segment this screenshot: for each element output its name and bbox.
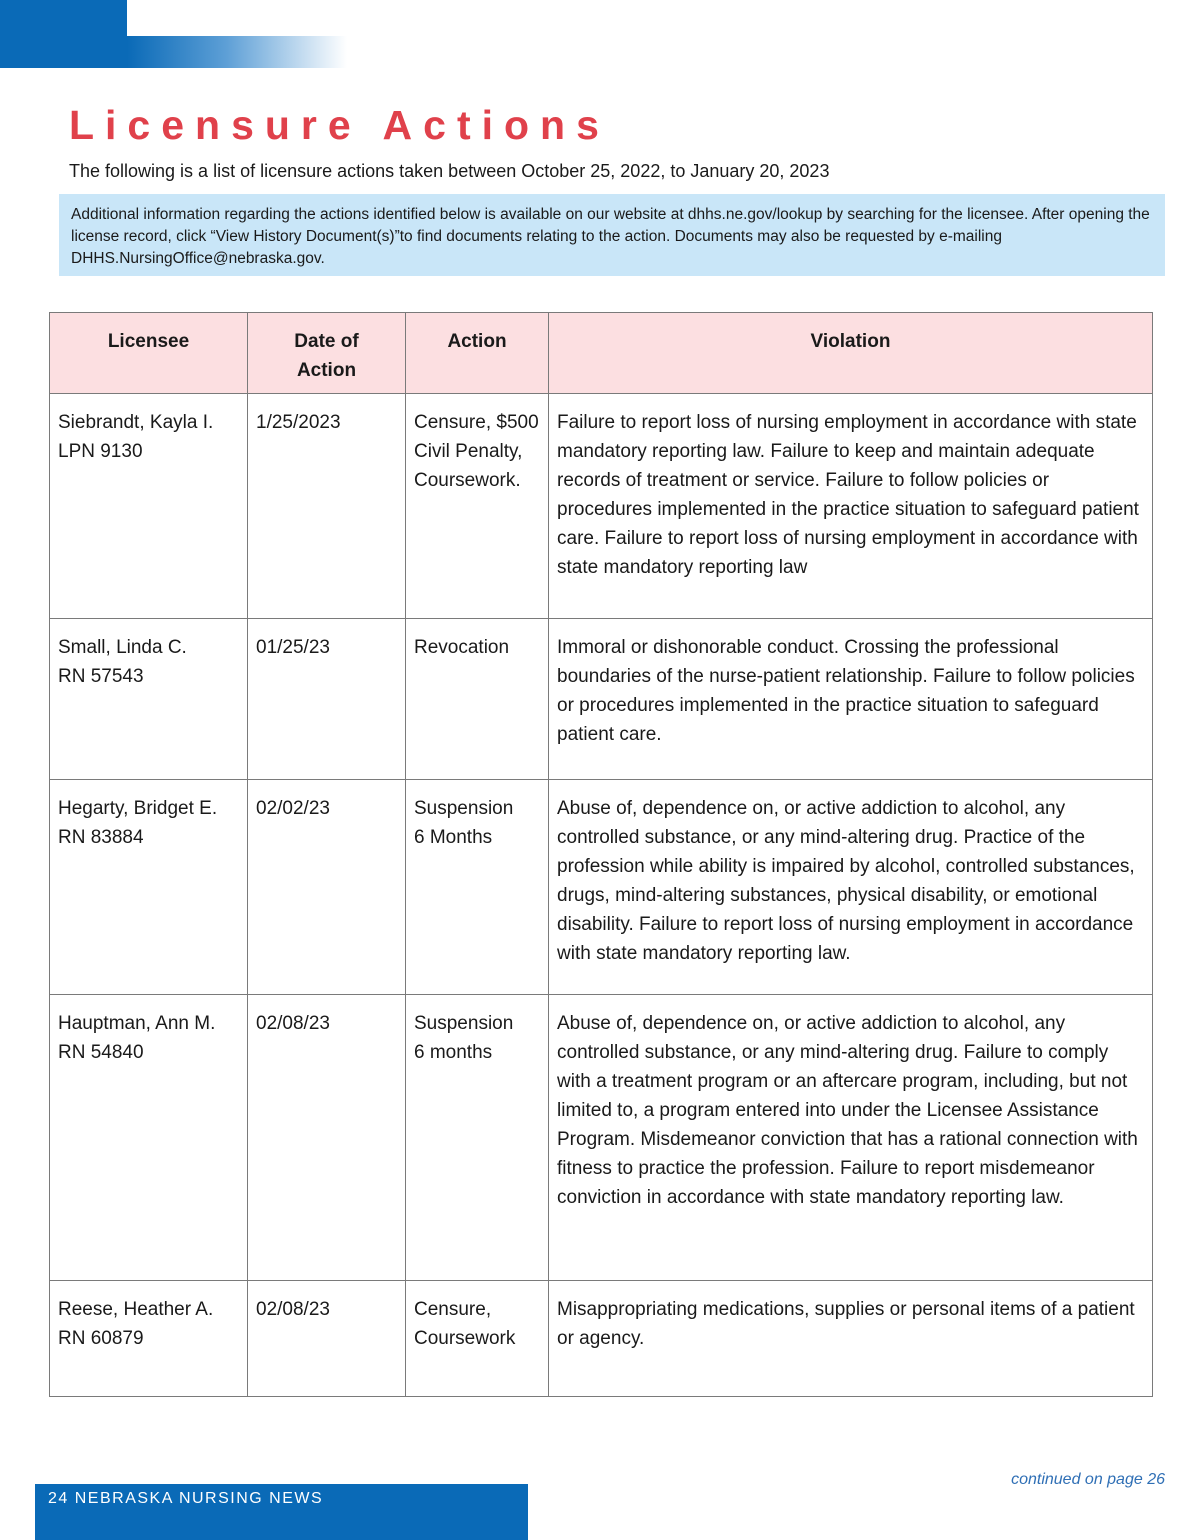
licensee-name: Hegarty, Bridget E.	[58, 798, 218, 819]
action-line: 6 months	[414, 1042, 493, 1063]
action-cell	[406, 995, 549, 1281]
page-subtitle: The following is a list of licensure actions taken between October 25, 2022, to January 20, 2023	[69, 161, 830, 181]
header-date-line1: Date of	[294, 331, 359, 352]
action-cell	[406, 1281, 549, 1397]
violation-cell: Abuse of, dependence on, or active addiction to alcohol, any controlled substance, or any mind-altering drug. Failure to comply with a treatment program or an aftercare program, including, but not limited to, a program entered into under the Licensee Assistance Program. Misdemeanor conviction that has a rational connection with fitness to practice the profession. Failure to report misdemeanor conviction in accordance with state mandatory reporting law.	[549, 995, 1153, 1281]
action-line: Civil Penalty,	[414, 441, 523, 462]
licensee-license: RN 57543	[58, 666, 144, 687]
licensee-name: Small, Linda C.	[58, 637, 187, 658]
header-action: Action	[406, 313, 549, 394]
violation-cell: Abuse of, dependence on, or active addiction to alcohol, any controlled substance, or any mind-altering drug. Practice of the profession while ability is impaired by alcohol, controlled substances, drugs, mind-altering substances, physical disability, or emotional disability. Failure to report loss of nursing employment in accordance with state mandatory reporting law.	[549, 780, 1153, 995]
date-cell: 01/25/23	[248, 619, 406, 780]
licensee-name: Hauptman, Ann M.	[58, 1013, 216, 1034]
info-text: Additional information regarding the actions identified below is available on our website at dhhs.ne.gov/lookup by searching for the licensee. After opening the license record, click “View History Document(s)”to find documents relating to the action. Documents may also be requested by e-mailing DHHS.NursingOffice@nebraska.gov.	[71, 206, 1150, 267]
action-line: Revocation	[414, 637, 510, 658]
action-cell	[406, 619, 549, 780]
licensee-license: RN 60879	[58, 1328, 144, 1349]
action-line: Censure,	[414, 1299, 492, 1320]
date-cell: 02/08/23	[248, 1281, 406, 1397]
table-row	[50, 995, 1153, 1281]
action-cell	[406, 780, 549, 995]
action-line: Suspension	[414, 1013, 514, 1034]
header-violation: Violation	[549, 313, 1153, 394]
date-cell: 02/02/23	[248, 780, 406, 995]
licensee-cell	[50, 619, 248, 780]
licensee-license: RN 54840	[58, 1042, 144, 1063]
action-line: Suspension	[414, 798, 514, 819]
header-date-of-action	[248, 313, 406, 394]
action-line: Coursework.	[414, 470, 521, 491]
licensee-cell	[50, 780, 248, 995]
licensee-name: Reese, Heather A.	[58, 1299, 214, 1320]
violation-cell: Failure to report loss of nursing employment in accordance with state mandatory reporting law. Failure to keep and maintain adequate records of treatment or service. Failure to follow policies or procedures implemented in the practice situation to safeguard patient care. Failure to report loss of nursing employment in accordance with state mandatory reporting law	[549, 394, 1153, 619]
table-header-row	[50, 313, 1153, 394]
date-cell: 02/08/23	[248, 995, 406, 1281]
date-cell: 1/25/2023	[248, 394, 406, 619]
action-line: 6 Months	[414, 827, 493, 848]
licensee-license: LPN 9130	[58, 441, 143, 462]
footer-page-label: 24 NEBRASKA NURSING NEWS	[48, 1490, 324, 1507]
licensure-actions-table	[49, 312, 1153, 1397]
info-box	[59, 194, 1165, 276]
action-line: Coursework	[414, 1328, 516, 1349]
continued-note: continued on page 26	[1011, 1471, 1165, 1488]
action-cell	[406, 394, 549, 619]
table-row	[50, 619, 1153, 780]
licensee-cell	[50, 394, 248, 619]
licensee-cell	[50, 1281, 248, 1397]
page-title: Licensure Actions	[69, 102, 610, 148]
top-accent-bar	[0, 0, 127, 68]
header-licensee: Licensee	[50, 313, 248, 394]
licensee-cell	[50, 995, 248, 1281]
licensee-license: RN 83884	[58, 827, 144, 848]
top-accent-gradient	[127, 36, 347, 68]
table-row	[50, 780, 1153, 995]
violation-cell: Immoral or dishonorable conduct. Crossing the professional boundaries of the nurse-patient relationship. Failure to follow policies or procedures implemented in the practice situation to safeguard patient care.	[549, 619, 1153, 780]
action-line: Censure, $500	[414, 412, 539, 433]
table-row	[50, 394, 1153, 619]
licensee-name: Siebrandt, Kayla I.	[58, 412, 214, 433]
violation-cell: Misappropriating medications, supplies or personal items of a patient or agency.	[549, 1281, 1153, 1397]
table-row	[50, 1281, 1153, 1397]
header-date-line2: Action	[296, 360, 357, 381]
